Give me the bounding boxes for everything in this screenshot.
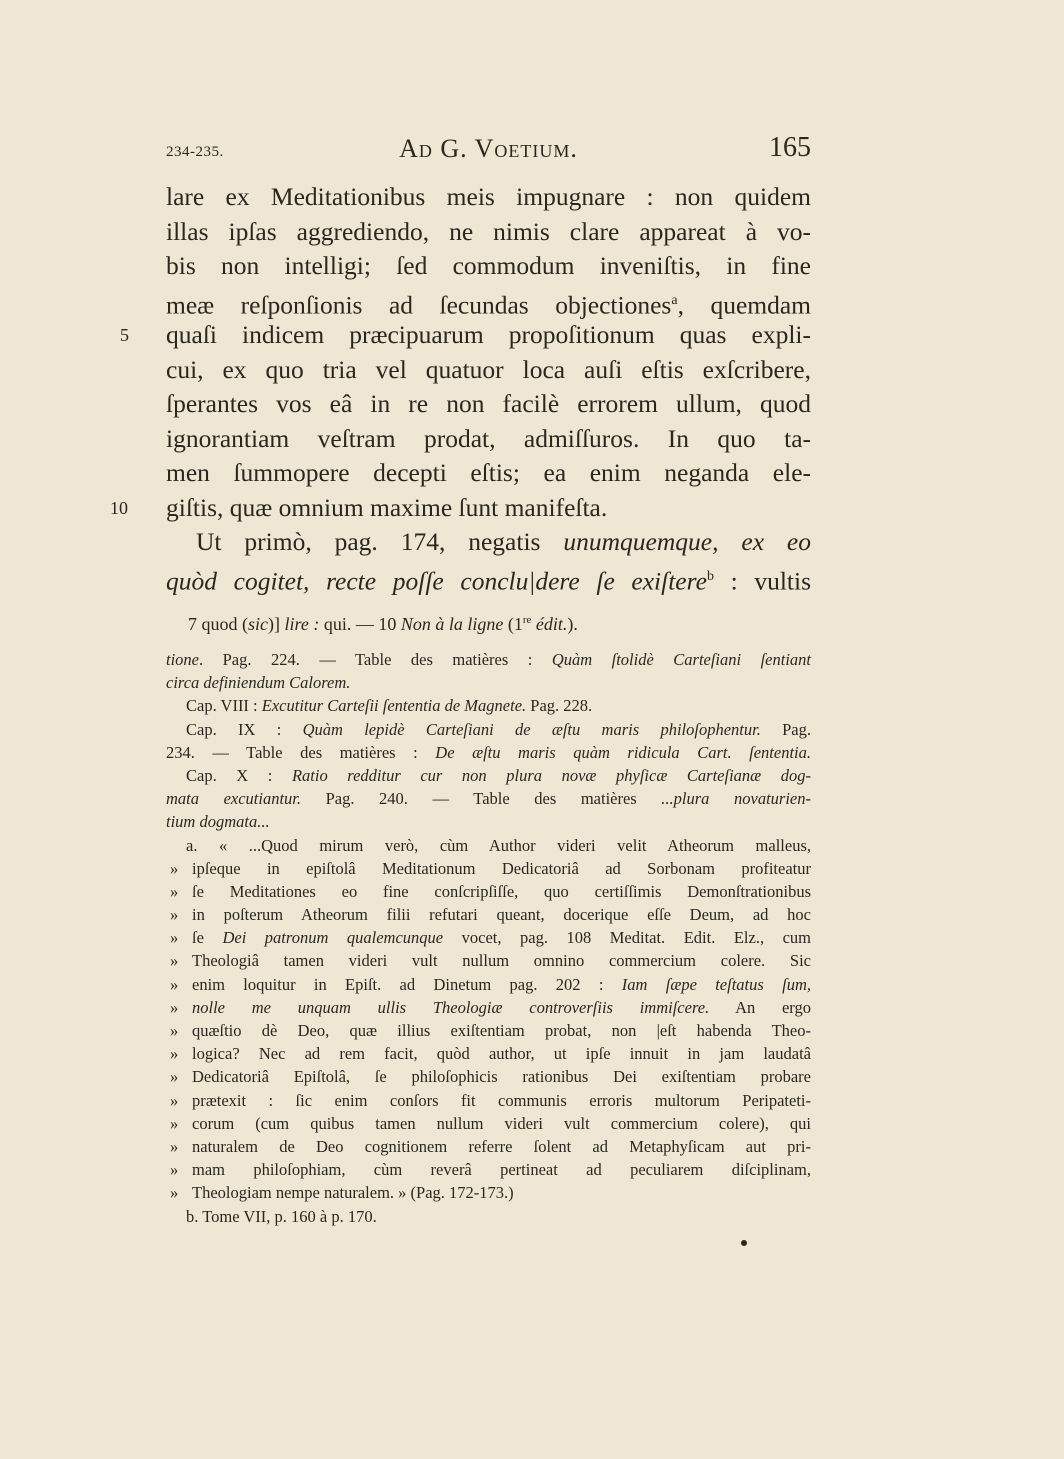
line-number: 5 <box>120 325 129 345</box>
note-line: Cap. VIII : Excutitur Carteſii ſententia de Magnete. Pag. 228. <box>186 696 593 716</box>
note-line: » ipſeque in epiſtolâ Meditationum Dedicatoriâ ad Sorbonam profiteatur <box>170 858 811 878</box>
variant-readings: 7 quod (sic)] lire : qui. — 10 Non à la ligne (1re édit.). <box>188 614 578 634</box>
note-line: tium dogmata... <box>166 812 270 832</box>
note-label-a: a. <box>186 835 198 855</box>
note-line: » quæſtio dè Deo, quæ illius exiſtentiam probat, non |eſt habenda Theo- <box>170 1021 811 1040</box>
note-line: » Theologiam nempe naturalem. » (Pag. 172-173.) <box>170 1183 514 1203</box>
note-line: » ſe Dei patronum qualemcunque vocet, pag. 108 Meditat. Edit. Elz., cum <box>170 928 812 948</box>
note-line: » nolle me unquam ullis Theologiæ controverſiis immiſcere. An ergo <box>170 997 812 1017</box>
note-line: » naturalem de Deo cognitionem referre ſolent ad Metaphyſicam aut pri- <box>170 1136 811 1156</box>
note-line: » enim loquitur in Epiſt. ad Dinetum pag. 202 : Iam ſæpe teſtatus ſum, <box>170 974 812 994</box>
note-b: b. Tome VII, p. 160 à p. 170. <box>186 1206 377 1226</box>
note-line: » logica? Nec ad rem facit, quòd author, ut ipſe innuit in jam laudatâ <box>170 1044 811 1064</box>
text-line: quòd cogitet, recte poſſe conclu|dere ſe exiſtere$^b$ : vultis <box>166 566 812 595</box>
note-line: » Theologiâ tamen videri vult nullum omnino commercium colere. Sic <box>170 951 811 971</box>
note-line: » prætexit : ſic enim conſors fit communis erroris multorum Peripateti- <box>170 1090 811 1110</box>
footnote-ref-a: a <box>671 292 678 308</box>
note-line: » Dedicatoriâ Epiſtolâ, ſe philoſophicis rationibus Dei exiſtentiam probare <box>170 1067 811 1087</box>
text-line: lare ex Meditationibus meis impugnare : non quidem <box>166 182 811 211</box>
text-line: ſperantes vos eâ in re non facilè errorem ullum, quod <box>166 389 811 418</box>
note-line: Cap. X : Ratio redditur cur non plura novæ phyſicæ Carteſianæ dog- <box>186 765 811 785</box>
text-line: 10 giſtis, quæ omnium maxime ſunt manifeſta. <box>166 491 811 526</box>
text-line: men ſummopere decepti eſtis; ea enim neganda ele- <box>166 458 811 487</box>
ink-spot <box>741 1240 747 1246</box>
text-line: 5 quaſi indicem præcipuarum propoſitionum quas expli- <box>166 318 811 353</box>
text-line: Ut primò, pag. 174, negatis unumquemque, ex eo <box>196 527 812 556</box>
text-line: illas ipſas aggrediendo, ne nimis clare appareat à vo- <box>166 216 811 246</box>
running-title: Ad G. Voetium. <box>399 134 578 163</box>
note-line: » ſe Meditationes eo fine conſcripſiſſe, quo certiſſimis Demonſtrationibus <box>170 881 811 901</box>
note-line: » mam philoſophiam, cùm reverâ pertineat ad peculiarem diſciplinam, <box>170 1160 811 1180</box>
note-line: » in poſterum Atheorum filii refutari queant, docerique eſſe Deum, ad hoc <box>170 905 811 925</box>
line-number: 10 <box>110 497 128 518</box>
main-text <box>110 180 812 595</box>
note-line <box>166 1205 811 1228</box>
note-line: circa definiendum Calorem. <box>166 673 351 693</box>
footnotes <box>166 648 811 1228</box>
note-line: » corum (cum quibus tamen nullum videri vult commercium colere), qui <box>170 1113 811 1133</box>
running-header <box>166 134 811 174</box>
note-line: 234. — Table des matières : De æſtu maris quàm ridicula Cart. ſententia. <box>166 742 812 762</box>
footnote-ref-b: b <box>706 568 714 584</box>
page-range: 234-235. <box>166 144 224 160</box>
text-line: bis non intelligi; ſed commodum inveniſtis, in fine <box>166 251 811 280</box>
note-line: mata excutiantur. Pag. 240. — Table des matières ...plura novaturien- <box>166 789 811 809</box>
text-line: meæ reſponſionis ad ſecundas objectiones$^a$, quemdam <box>166 290 811 319</box>
note-line: Cap. IX : Quàm lepidè Carteſiani de æſtu maris philoſophentur. Pag. <box>186 719 811 739</box>
note-line: tione. Pag. 224. — Table des matières : Quàm ſtolidè Carteſiani ſentiant <box>166 650 811 669</box>
note-line: a. « ...Quod mirum verò, cùm Author videri velit Atheorum malleus, <box>186 835 811 855</box>
text-line: ignorantiam veſtram prodat, admiſſuros. In quo ta- <box>166 423 811 453</box>
text-line: cui, ex quo tria vel quatuor loca auſi eſtis exſcribere, <box>166 354 811 384</box>
page-number: 165 <box>769 132 811 163</box>
